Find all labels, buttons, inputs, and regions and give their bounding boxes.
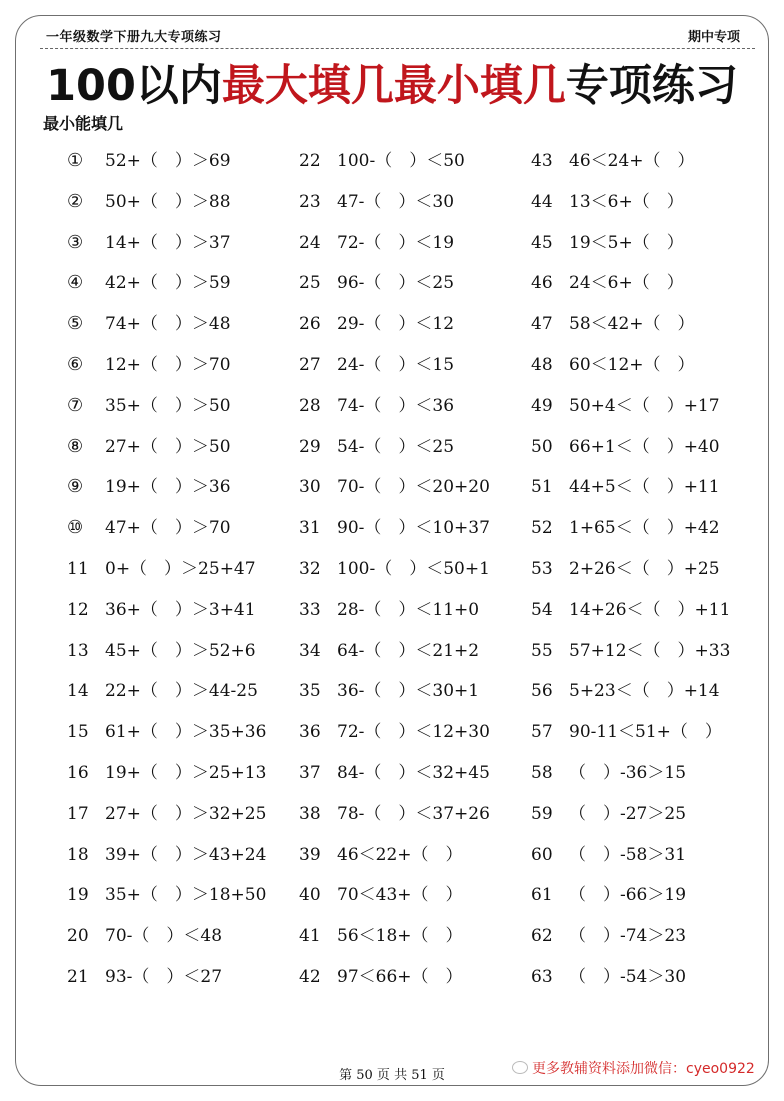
problem-item xyxy=(531,802,686,826)
page-title xyxy=(0,52,784,113)
title-part-1: 100以内 xyxy=(46,61,222,111)
problem-number: 34 xyxy=(299,641,321,661)
problem-number: 33 xyxy=(299,600,321,620)
problem-expression: 96-（ ）＜25 xyxy=(337,273,455,293)
problem-item xyxy=(299,231,454,255)
problem-number: 43 xyxy=(531,151,553,171)
problem-number: 27 xyxy=(299,355,321,375)
problem-expression: 39+（ ）＞43+24 xyxy=(105,845,267,865)
problem-expression: 19+（ ）＞36 xyxy=(105,477,231,497)
problem-item xyxy=(67,598,256,622)
problem-number: 45 xyxy=(531,233,553,253)
problem-item xyxy=(67,353,231,377)
problem-item xyxy=(299,761,490,785)
problem-item xyxy=(67,924,222,948)
problem-item xyxy=(531,475,720,499)
problem-number: 20 xyxy=(67,926,89,946)
problem-item xyxy=(67,761,266,785)
problem-item xyxy=(531,598,730,622)
problem-expression: 35+（ ）＞50 xyxy=(105,396,231,416)
problem-expression: 72-（ ）＜12+30 xyxy=(337,722,490,742)
problem-item xyxy=(299,720,490,744)
problem-expression: 5+23＜（ ）+14 xyxy=(569,681,720,701)
problem-number: ② xyxy=(67,191,84,212)
problem-number: 42 xyxy=(299,967,321,987)
problem-number: 36 xyxy=(299,722,321,742)
problem-item xyxy=(67,516,231,540)
problem-number: ⑥ xyxy=(67,354,84,375)
problem-item xyxy=(67,475,231,499)
problem-number: 56 xyxy=(531,681,553,701)
problem-expression: 90-（ ）＜10+37 xyxy=(337,518,490,538)
problem-number: 58 xyxy=(531,763,553,783)
problem-expression: 47-（ ）＜30 xyxy=(337,192,455,212)
problem-number: ⑩ xyxy=(67,517,84,538)
problem-item xyxy=(531,761,686,785)
problem-number: ⑦ xyxy=(67,395,84,416)
problem-expression: 0+（ ）＞25+47 xyxy=(105,559,256,579)
problem-item xyxy=(531,924,686,948)
problem-number: 59 xyxy=(531,804,553,824)
problem-item xyxy=(531,435,720,459)
problem-expression: 46＜22+（ ） xyxy=(337,845,463,865)
problem-number: 25 xyxy=(299,273,321,293)
problem-expression: 100-（ ）＜50 xyxy=(337,151,465,171)
header-series-title: 一年级数学下册九大专项练习 xyxy=(46,30,222,45)
problem-expression: 50+（ ）＞88 xyxy=(105,192,231,212)
problem-item xyxy=(299,843,463,867)
problem-expression: 74+（ ）＞48 xyxy=(105,314,231,334)
problem-expression: 61+（ ）＞35+36 xyxy=(105,722,267,742)
problem-number: 26 xyxy=(299,314,321,334)
problem-item xyxy=(299,883,463,907)
problem-expression: 19＜5+（ ） xyxy=(569,233,684,253)
problem-item xyxy=(299,639,479,663)
problem-expression: 14+26＜（ ）+11 xyxy=(569,600,731,620)
problem-number: 53 xyxy=(531,559,553,579)
problem-item xyxy=(67,271,231,295)
problem-expression: 47+（ ）＞70 xyxy=(105,518,231,538)
watermark xyxy=(512,1058,755,1078)
problem-number: 18 xyxy=(67,845,89,865)
problem-expression: 57+12＜（ ）+33 xyxy=(569,641,731,661)
problem-expression: 36+（ ）＞3+41 xyxy=(105,600,256,620)
problem-number: 28 xyxy=(299,396,321,416)
problem-number: 29 xyxy=(299,437,321,457)
problem-expression: 100-（ ）＜50+1 xyxy=(337,559,490,579)
problem-item xyxy=(299,312,454,336)
problem-expression: 66+1＜（ ）+40 xyxy=(569,437,720,457)
problem-item xyxy=(67,190,231,214)
problem-expression: 46＜24+（ ） xyxy=(569,151,695,171)
problem-number: 24 xyxy=(299,233,321,253)
problem-item xyxy=(299,394,454,418)
problem-item xyxy=(299,557,490,581)
problem-item xyxy=(67,802,266,826)
problem-item xyxy=(531,353,695,377)
problem-number: 15 xyxy=(67,722,89,742)
problem-expression: 64-（ ）＜21+2 xyxy=(337,641,480,661)
problem-number: 40 xyxy=(299,885,321,905)
problem-number: 49 xyxy=(531,396,553,416)
problem-item xyxy=(67,394,231,418)
problem-number: 23 xyxy=(299,192,321,212)
problem-item xyxy=(299,516,490,540)
problem-number: 44 xyxy=(531,192,553,212)
problem-item xyxy=(531,639,730,663)
problem-expression: 60＜12+（ ） xyxy=(569,355,695,375)
problem-number: 12 xyxy=(67,600,89,620)
problem-expression: 93-（ ）＜27 xyxy=(105,967,223,987)
problem-number: ③ xyxy=(67,232,84,253)
problem-number: ⑤ xyxy=(67,313,84,334)
problem-item xyxy=(531,190,684,214)
problem-item xyxy=(67,720,266,744)
problem-item xyxy=(299,924,463,948)
problem-item xyxy=(299,598,479,622)
problem-item xyxy=(299,802,490,826)
problem-number: 30 xyxy=(299,477,321,497)
problem-number: 14 xyxy=(67,681,89,701)
problem-number: 17 xyxy=(67,804,89,824)
problem-expression: （ ）-54＞30 xyxy=(569,967,687,987)
problem-number: 11 xyxy=(67,559,89,579)
problem-expression: 36-（ ）＜30+1 xyxy=(337,681,480,701)
problem-expression: 84-（ ）＜32+45 xyxy=(337,763,490,783)
problem-expression: 35+（ ）＞18+50 xyxy=(105,885,267,905)
problem-item xyxy=(299,271,454,295)
problem-item xyxy=(531,679,720,703)
problem-expression: 50+4＜（ ）+17 xyxy=(569,396,720,416)
problem-expression: 24-（ ）＜15 xyxy=(337,355,455,375)
problem-number: 48 xyxy=(531,355,553,375)
problem-expression: 12+（ ）＞70 xyxy=(105,355,231,375)
problem-expression: 27+（ ）＞32+25 xyxy=(105,804,267,824)
title-part-2: 最大填几最小填几 xyxy=(221,61,566,111)
problem-item xyxy=(299,149,465,173)
problem-item xyxy=(67,883,266,907)
problem-number: 38 xyxy=(299,804,321,824)
problem-expression: （ ）-74＞23 xyxy=(569,926,687,946)
problem-item xyxy=(67,639,256,663)
problem-number: 57 xyxy=(531,722,553,742)
problem-item xyxy=(299,679,479,703)
problem-item xyxy=(67,557,256,581)
problem-expression: 24＜6+（ ） xyxy=(569,273,684,293)
problem-item xyxy=(67,435,231,459)
problem-number: ⑧ xyxy=(67,436,84,457)
problem-item xyxy=(531,231,684,255)
problem-number: 41 xyxy=(299,926,321,946)
problem-item xyxy=(531,843,686,867)
problem-number: 39 xyxy=(299,845,321,865)
problem-expression: 74-（ ）＜36 xyxy=(337,396,455,416)
problem-expression: （ ）-58＞31 xyxy=(569,845,687,865)
problem-number: 55 xyxy=(531,641,553,661)
problem-item xyxy=(67,231,231,255)
problem-expression: 29-（ ）＜12 xyxy=(337,314,455,334)
problem-number: 16 xyxy=(67,763,89,783)
section-label: 最小能填几 xyxy=(43,114,124,133)
problem-expression: 70-（ ）＜20+20 xyxy=(337,477,490,497)
problem-expression: 2+26＜（ ）+25 xyxy=(569,559,720,579)
problem-item xyxy=(67,843,266,867)
problem-expression: 19+（ ）＞25+13 xyxy=(105,763,267,783)
problem-number: 50 xyxy=(531,437,553,457)
problem-item xyxy=(531,965,686,989)
header-section-tag: 期中专项 xyxy=(688,30,741,45)
problem-expression: 27+（ ）＞50 xyxy=(105,437,231,457)
problem-item xyxy=(67,965,222,989)
problem-item xyxy=(531,312,695,336)
problem-expression: 56＜18+（ ） xyxy=(337,926,463,946)
problem-item xyxy=(67,149,231,173)
problem-number: 19 xyxy=(67,885,89,905)
problem-item xyxy=(531,394,720,418)
problem-expression: （ ）-27＞25 xyxy=(569,804,687,824)
problem-item xyxy=(299,353,454,377)
problem-number: 62 xyxy=(531,926,553,946)
problem-expression: （ ）-66＞19 xyxy=(569,885,687,905)
problem-number: 54 xyxy=(531,600,553,620)
problem-item xyxy=(299,475,490,499)
problem-number: 61 xyxy=(531,885,553,905)
problem-number: 37 xyxy=(299,763,321,783)
problem-expression: （ ）-36＞15 xyxy=(569,763,687,783)
problem-number: 21 xyxy=(67,967,89,987)
problem-expression: 52+（ ）＞69 xyxy=(105,151,231,171)
problem-item xyxy=(299,435,454,459)
problem-number: 46 xyxy=(531,273,553,293)
problem-expression: 45+（ ）＞52+6 xyxy=(105,641,256,661)
problem-expression: 22+（ ）＞44-25 xyxy=(105,681,258,701)
problem-expression: 90-11＜51+（ ） xyxy=(569,722,722,742)
problem-expression: 54-（ ）＜25 xyxy=(337,437,455,457)
title-part-3: 专项练习 xyxy=(565,61,738,111)
problem-item xyxy=(531,149,695,173)
problem-expression: 28-（ ）＜11+0 xyxy=(337,600,480,620)
problem-number: 51 xyxy=(531,477,553,497)
problem-expression: 1+65＜（ ）+42 xyxy=(569,518,720,538)
problem-number: 31 xyxy=(299,518,321,538)
watermark-text: 更多教辅资料添加微信：cyeo0922 xyxy=(532,1061,755,1077)
page-footer: 第 50 页 共 51 页 xyxy=(339,1068,445,1083)
problem-expression: 70-（ ）＜48 xyxy=(105,926,223,946)
problem-expression: 42+（ ）＞59 xyxy=(105,273,231,293)
problem-number: 63 xyxy=(531,967,553,987)
problem-item xyxy=(67,312,231,336)
problem-number: 47 xyxy=(531,314,553,334)
problem-number: 52 xyxy=(531,518,553,538)
problem-item xyxy=(299,190,454,214)
problem-item xyxy=(67,679,258,703)
problem-number: ① xyxy=(67,150,84,171)
wechat-icon xyxy=(512,1061,528,1074)
problem-number: ⑨ xyxy=(67,476,84,497)
problem-expression: 72-（ ）＜19 xyxy=(337,233,455,253)
problem-number: 60 xyxy=(531,845,553,865)
problem-expression: 97＜66+（ ） xyxy=(337,967,463,987)
problem-item xyxy=(531,883,686,907)
problem-number: 32 xyxy=(299,559,321,579)
problem-expression: 78-（ ）＜37+26 xyxy=(337,804,490,824)
problem-expression: 44+5＜（ ）+11 xyxy=(569,477,720,497)
problem-expression: 13＜6+（ ） xyxy=(569,192,684,212)
problem-number: 13 xyxy=(67,641,89,661)
problem-number: 22 xyxy=(299,151,321,171)
problem-number: 35 xyxy=(299,681,321,701)
problem-expression: 58＜42+（ ） xyxy=(569,314,695,334)
header-divider xyxy=(40,48,755,49)
problem-number: ④ xyxy=(67,272,84,293)
problem-expression: 14+（ ）＞37 xyxy=(105,233,231,253)
problem-item xyxy=(531,271,684,295)
problem-item xyxy=(531,557,720,581)
problem-item xyxy=(531,516,720,540)
problem-item xyxy=(531,720,722,744)
problem-item xyxy=(299,965,463,989)
problem-expression: 70＜43+（ ） xyxy=(337,885,463,905)
